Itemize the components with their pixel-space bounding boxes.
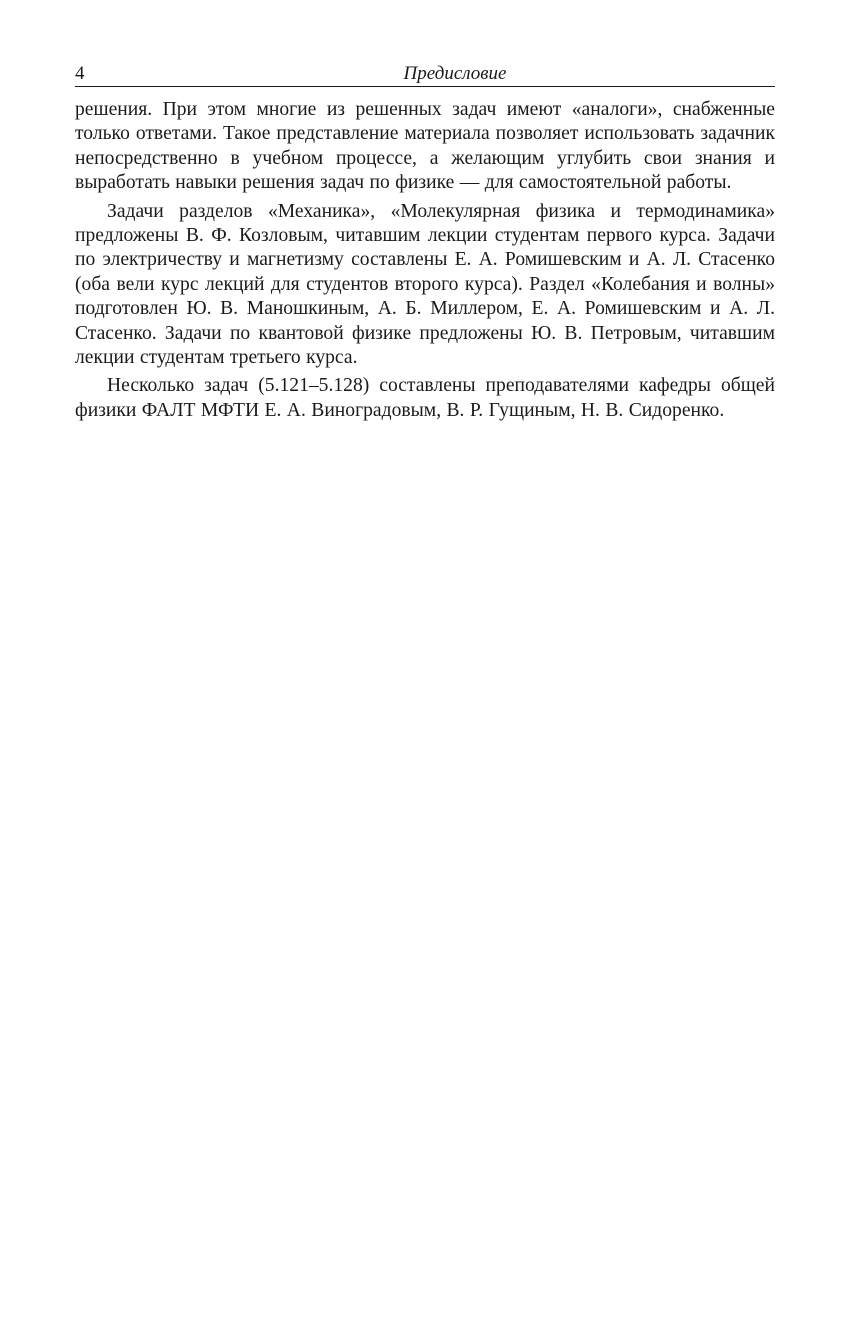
book-page	[75, 62, 775, 423]
paragraph-continuation: решения. При этом многие из решенных задач имеют «аналоги», снабженные только ответами. Такое представление материала позволяет использовать задачник непосредственно в учебном процессе, а желающим углубить свои знания и выработать навыки решения задач по физике — для самостоятельной работы.	[75, 99, 775, 194]
running-header	[75, 62, 775, 87]
paragraph-additional-authors: Несколько задач (5.121–5.128) составлены преподавателями кафедры общей физики ФАЛТ МФТИ Е. А. Виноградовым, В. Р. Гущиным, Н. В. Сидоренко.	[75, 375, 775, 421]
section-title: Предисловие	[403, 63, 507, 84]
paragraph-authors: Задачи разделов «Механика», «Молекулярная физика и термодинамика» предложены В. Ф. Козловым, читавшим лекции студентам первого курса. Задачи по электричеству и магнетизму составлены Е. А. Ромишевским и А. Л. Стасенко (оба вели курс лекций для студентов второго курса). Раздел «Колебания и волны» подготовлен Ю. В. Маношкиным, А. Б. Миллером, Е. А. Ромишевским и А. Л. Стасенко. Задачи по квантовой физике предложены Ю. В. Петровым, читавшим лекции студентам третьего курса.	[75, 200, 775, 369]
page-number: 4	[75, 63, 85, 84]
body-text	[75, 98, 775, 423]
